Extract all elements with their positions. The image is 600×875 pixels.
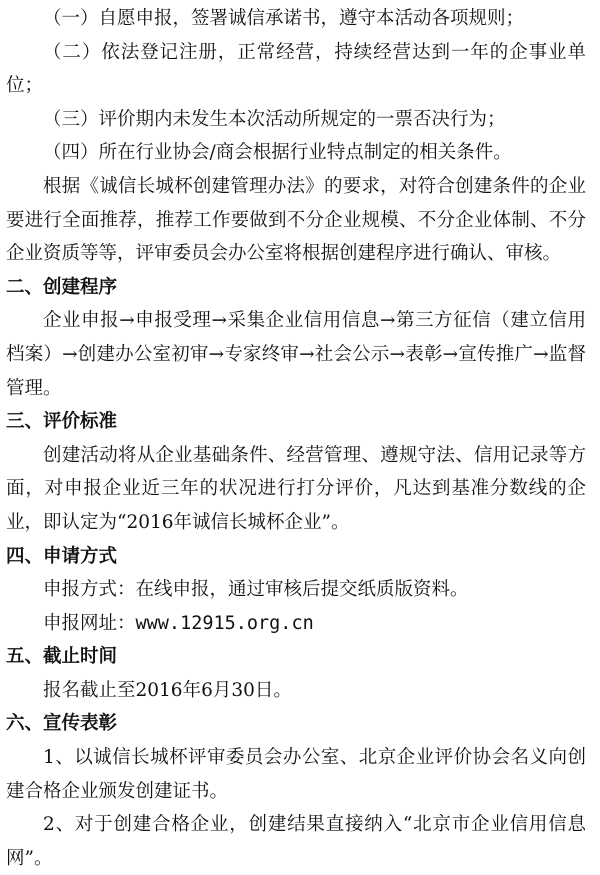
document-page [6,2,586,875]
application-method: 申报方式：在线申报，通过审核后提交纸质版资料。 [43,579,469,601]
application-url: www.12915.org.cn [135,612,314,634]
application-url-line [6,607,586,641]
condition-1: （一）自愿申报，签署诚信承诺书，遵守本活动各项规则； [43,8,525,29]
section-heading-deadline: 五、截止时间 [6,646,118,668]
section-heading-criteria: 三、评价标准 [6,411,118,433]
section-heading-procedure: 二、创建程序 [6,276,118,298]
condition-2: （二）依法登记注册，正常经营，持续经营达到一年的企事业单位； [6,41,586,97]
condition-4: （四）所在行业协会/商会根据行业特点制定的相关条件。 [43,142,512,164]
recommendation-paragraph: 根据《诚信长城杯创建管理办法》的要求，对符合创建条件的企业要进行全面推荐，推荐工作要做到不分企业规模、不分企业体制、不分企业资质等等，评审委员会办公室将根据创建程序进行确认、审核。 [6,175,586,265]
application-url-label: 申报网址： [43,612,136,634]
deadline-text: 报名截止至2016年6月30日。 [43,679,292,701]
promotion-item-2: 2、对于创建合格企业，创建结果直接纳入“北京市企业信用信息网”。 [6,814,586,869]
section-heading-application: 四、申请方式 [6,545,118,567]
promotion-item-1: 1、以诚信长城杯评审委员会办公室、北京企业评价协会名义向创建合格企业颁发创建证书。 [6,747,586,802]
condition-3: （三）评价期内未发生本次活动所规定的一票否决行为； [43,108,506,130]
criteria-text: 创建活动将从企业基础条件、经营管理、遵规守法、信用记录等方面，对申报企业近三年的状况进行打分评价，凡达到基准分数线的企业，即认定为“2016年诚信长城杯企业”。 [6,444,586,533]
procedure-text: 企业申报→申报受理→采集企业信用信息→第三方征信（建立信用档案）→创建办公室初审→专家终审→社会公示→表彰→宣传推广→监督管理。 [6,310,586,399]
section-heading-promotion: 六、宣传表彰 [6,713,118,735]
